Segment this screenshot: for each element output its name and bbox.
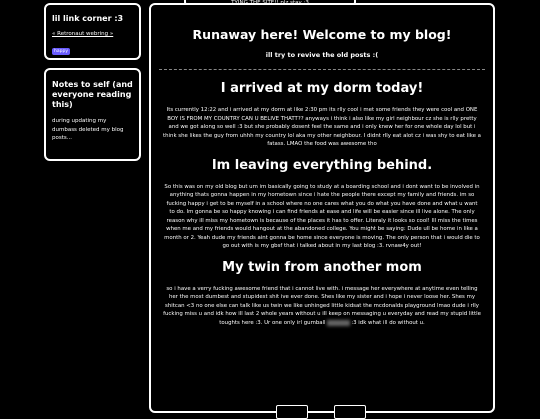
notes-text: during updating my dumbass deleted my blog posts...: [52, 118, 124, 141]
link-corner-title: lil link corner :3: [52, 14, 124, 23]
post-body: So this was on my old blog but um im basically going to study at a boarding school and i dont want to be involved in anything thats gonna happen in my hometown since i hate the people there except my family and friends. im so fucking happy i get to be myself in a school where no one cares what you do what you have done and what u want to do. Im gonna be so happy knowing i can find friends at ease and life will be easier since ill live alone. The only reason why ill miss my hometown is because of the places it has to offer. Literaly it looks so cool! Ill miss the times when me and my friends would hangout at the abandoned college. You might be saying: Dude ull be home in like a month or 2. Yeah dude my friends aint gonna be home since everyone is moving. The only person that i would die to go out with is my gbsf that i talked about in my last blog :3. rvnaw4y out!: [164, 183, 480, 249]
post-body: Its currently 12:22 and i arrived at my dorm at like 2:30 pm its rlly cool i met some friends they were cool and ONE BOY IS FROM MY COUNTRY CAN U BELIVE THATT?? anyways i think i also like my girl neighbour cz she is rlly pretty and we got along so well :3 but she probably dosent feel the same and i only knew her for one whole day lol but i think she likes the guy from uhhh my country lol aka my other neighbour. I didnt rlly eat alot cz i was shy to eat like a fatass. LMAO the food was awesome tho: [163, 107, 481, 147]
post-title: I arrived at my dorm today!: [220, 81, 424, 96]
webring-link[interactable]: « Retronaut webring »: [52, 31, 114, 37]
link-corner-panel: [44, 3, 141, 60]
post-title: Im leaving everything behind.: [211, 157, 433, 173]
blog-main: [149, 3, 495, 413]
nav-button[interactable]: [334, 405, 366, 419]
happy-badge[interactable]: happy: [54, 49, 68, 54]
notes-panel: [44, 68, 141, 161]
post-title: My twin from another mom: [222, 259, 422, 275]
post-body-text: so i have a verry fucking awesome friend that i cannot live with. i message her everywhere at anytime even telling her the most dumbest and stupidest shit ive ever done. Shes like my sister and i hope i never loose her. Shes my shitcan <3 no one else can talk like us twin we like unhinged little kidsat the mcdonalds playground lmao dude i rlly fucking miss u and idk how ill last 2 whole years without u ill keep on messaging u everyday and read my stupid little toughts here :3. Ur one only irl gumball: [163, 285, 481, 326]
nav-button[interactable]: [276, 405, 308, 419]
blog-title: Runaway here! Welcome to my blog!: [192, 27, 452, 42]
post-body-text-end: :3 idk what ill do without u.: [351, 319, 425, 326]
redacted-name: xxxxxxx: [327, 319, 350, 326]
blog-subtitle: ill try to revive the old posts :(: [265, 51, 379, 59]
notes-title: Notes to self (and everyone reading this): [52, 80, 133, 109]
divider: [159, 69, 485, 70]
post-body: [161, 285, 483, 328]
